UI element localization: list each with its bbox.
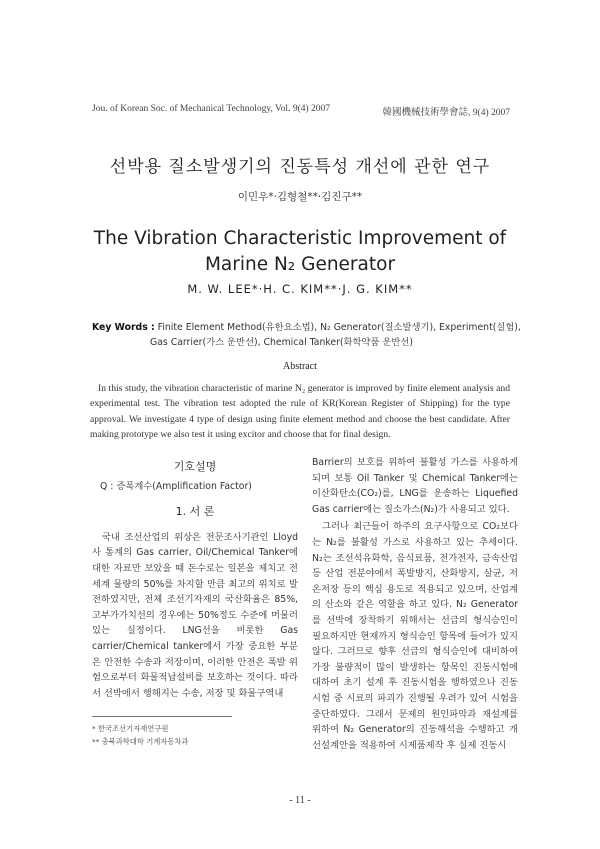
journal-header-left: Jou. of Korean Soc. of Mechanical Technology, Vol. 9(4) 2007 [92,104,331,114]
authors-korean: 이민우*·김형철**·김진구** [237,191,363,203]
abstract-heading: Abstract [283,361,317,372]
keywords [92,320,532,350]
intro-right-column [312,455,518,753]
abstract-text: In this study, the vibration characteristic of marine N₂ generator is improved by finite element analysis and experimental test. The vibration test adopted the rule of KR(Korean Register of Shipping) for the type approval. We investigate 4 type of design using finite element method and choose the best candidate. After making prototype we also test it using excitor and choose that for final design. [90,383,510,441]
keywords-label: Key Words : [92,322,155,333]
symbol-q: Q : 증폭계수(Amplification Factor) [100,480,252,492]
footnotes [92,722,298,748]
footnote-1: * 한국조선기자재연구원 [92,724,169,733]
keywords-line1: Finite Element Method(유한요소법), N₂ Generator(질소발생기), Experiment(실험), [157,322,521,333]
authors-english: M. W. LEE*·H. C. KIM**·J. G. KIM** [187,282,413,296]
footnote-2: ** 충북과학대학 기계자동차과 [92,737,189,746]
journal-header-right: 韓國機械技術學會誌, 9(4) 2007 [382,108,510,118]
title-english: The Vibration Characteristic Improvement of Marine N₂ Generator [93,228,507,275]
title-korean: 선박용 질소발생기의 진동특성 개선에 관한 연구 [109,157,491,177]
intro-right-para1: Barrier의 보호를 위하여 불활성 가스를 사용하게 되며 보통 Oil Tanker 및 Chemical Tanker에는 이산화탄소(CO₂)를, LNG를 운송하는 Liquefied Gas carrier에는 질소가스(N₂)가 사용되고 있다. [312,457,518,515]
intro-right-para2: 그러나 최근들어 하주의 요구사항으로 CO₂보다는 N₂를 불활성 가스로 사용하고 있는 추세이다. N₂는 조선석유화학, 음식료품, 전가전자, 금속산업 등 산업 전분야에서 폭발방지, 산화방지, 살균, 저온저장 등의 핵심 용도로 적용되고 있으며, 산업계의 산소와 같은 역할을 하고 있다. N₂ Generator를 선박에 장착하기 위해서는 선급의 형식승인이 필요하지만 현재까지 형식승인 항목에 들어가 있지 않다. 그러므로 향후 선급의 형식승인에 대비하여 가장 불량적이 많이 발생하는 항목인 진동시험에 대하여 초기 설계 후 진동시험을 행하였으나 진동시험 중 시료의 파괴가 진행될 우려가 있어 시험을 중단하였다. 그래서 문제의 원인파악과 재설계를 위하여 N₂ Generator의 진동해석을 수행하고 개선설계안을 적용하여 시제품제작 후 실제 진동시 [312,521,518,751]
symbols-heading: 기호설명 [173,460,217,473]
symbols-section [92,459,298,701]
footnote-rule [92,716,232,717]
keywords-line2: Gas Carrier(가스 운반선), Chemical Tanker(화학약품 운반선) [150,337,414,348]
page-number: - 11 - [289,795,311,806]
intro-para1: 국내 조선산업의 위상은 전문조사기관인 Lloyd사 통계의 Gas carrier, Oil/Chemical Tanker에 대한 자료만 보았을 때 돈수로는 일본을 제치고 전세계 물량의 50%를 차지할 만큼 최고의 위치로 발전하였지만, 전체 조선기자재의 국산화율은 85%, 고부가가치선의 경우에는 50%정도 수준에 머물러 있는 실정이다. LNG선을 비롯한 Gas carrier/Chemical tanker에서 가장 중요한 부분은 안전한 수송과 저장이며, 이러한 안전은 폭발 위험으로부터 화물적납설비를 보호하는 것이다. 따라서 선박에서 행해지는 수송, 저장 및 화물구역내 [92,531,298,699]
intro-heading: 1. 서 론 [175,505,215,519]
